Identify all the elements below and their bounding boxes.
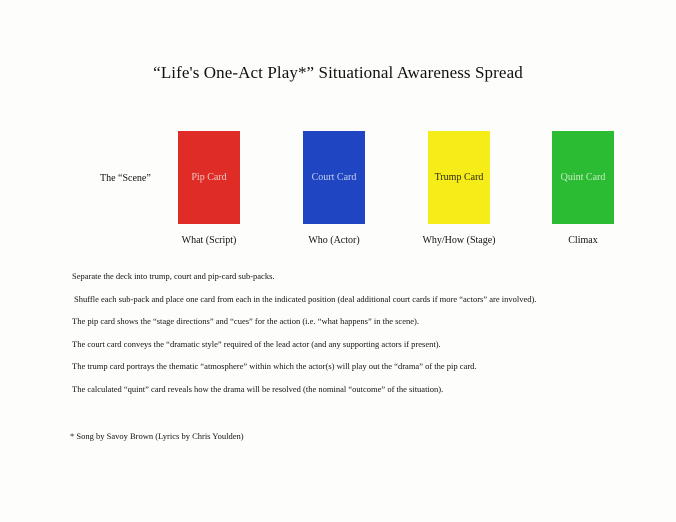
- instruction-line: The pip card shows the “stage directions” and “cues” for the action (i.e. “what happens” in the scene).: [72, 316, 419, 326]
- instruction-line: Shuffle each sub-pack and place one card from each in the indicated position (deal additional court cards if more “actors” are involved).: [74, 293, 537, 304]
- pip-card-label: Pip Card: [191, 172, 227, 183]
- pip-position-label: What (Script): [181, 235, 237, 246]
- page-title: “Life's One-Act Play*” Situational Awareness Spread: [153, 63, 523, 82]
- court-card-label: Court Card: [311, 172, 357, 183]
- instruction-line: The court card conveys the “dramatic style” required of the lead actor (and any supporting actors if present).: [72, 338, 441, 349]
- quint-position-label: Climax: [568, 235, 598, 246]
- instruction-line: The calculated “quint” card reveals how the drama will be resolved (the nominal “outcome” of the situation).: [72, 383, 444, 394]
- quint-card: [552, 131, 614, 224]
- court-position-label: Who (Actor): [308, 235, 360, 246]
- pip-card: [178, 131, 240, 224]
- court-card: [303, 131, 365, 224]
- trump-position-label: Why/How (Stage): [422, 235, 496, 246]
- instruction-line: The trump card portrays the thematic “atmosphere” within which the actor(s) will play out the “drama” of the pip card.: [72, 361, 477, 371]
- quint-card-label: Quint Card: [560, 172, 606, 183]
- scene-label: The “Scene”: [100, 173, 151, 184]
- trump-card: [428, 131, 490, 224]
- trump-card-label: Trump Card: [434, 172, 484, 183]
- instructions: [72, 271, 672, 406]
- instruction-line: Separate the deck into trump, court and pip-card sub-packs.: [72, 271, 275, 281]
- footnote: * Song by Savoy Brown (Lyrics by Chris Youlden): [70, 431, 244, 441]
